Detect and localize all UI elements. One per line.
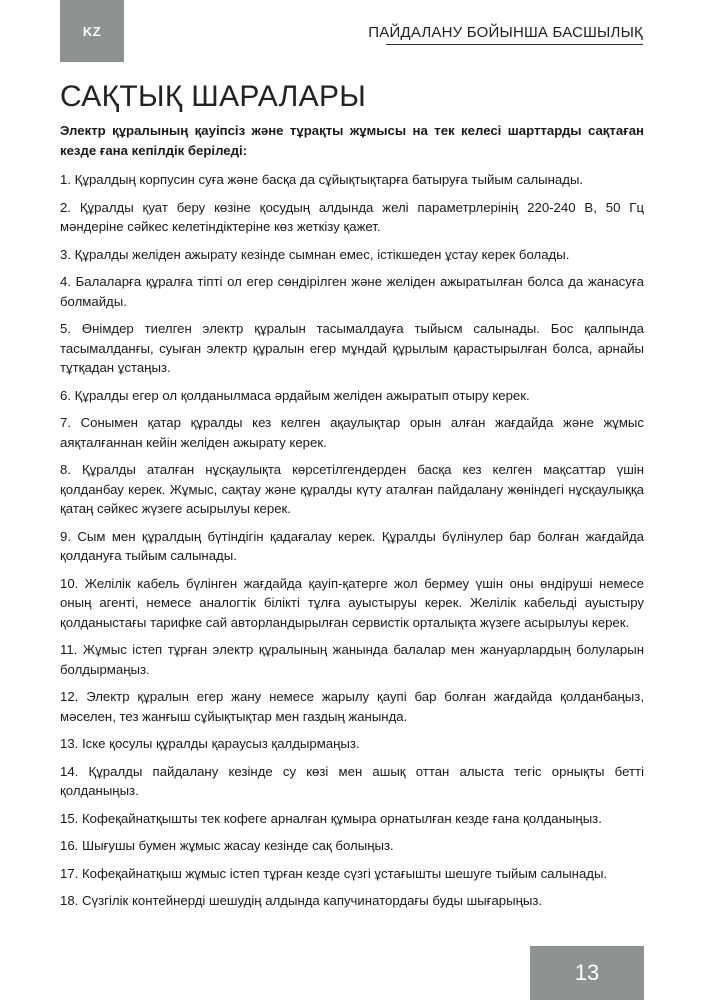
instruction-item: 1. Құралдың корпусин суға және басқа да сұйықтықтарға батыруға тыйым салынады. (60, 172, 584, 187)
instruction-item: 4. Балаларға құралға тіпті ол егер сөндірілген және желіден ажыратылған болса да жанасуға болмайды. (60, 274, 644, 309)
instruction-item: 10. Желілік кабель бүлінген жағдайда қауіп-қатерге жол бермеу үшін оны өндіруші немесе оның агенті, немесе аналогтік білікті тұлға ауыстыруы керек. Желілік кабельді ауыстыру қолданыстағы тарифке сай авторландырылған сервистік орталықта жүзеге асырылуы керек. (60, 575, 644, 630)
language-tab: KZ (60, 0, 124, 62)
instruction-item: 3. Құралды желіден ажырату кезінде сымнан емес, істікшеден ұстау керек болады. (60, 246, 570, 262)
instruction-item: 5. Өнімдер тиелген электр құралын тасымалдауға тыйысм салынады. Бос қалпында тасымалданғы, суыған электр құралын егер мұндай құрылым қарастырылған болса, арнайы тұтқадан ұстаңыз. (60, 321, 644, 375)
header-divider (386, 44, 643, 45)
instruction-item: 18. Сүзгілік контейнерді шешудің алдында капучинатордағы буды шығарыңыз. (60, 893, 543, 908)
instruction-item: 14. Құралды пайдалану кезінде су көзі мен ашық оттан алыста тегіс орнықты бетті қолданыңыз. (60, 763, 644, 798)
instruction-item: 13. Іске қосулы құралды қараусыз қалдырмаңыз. (60, 736, 360, 751)
instruction-item: 16. Шығушы бумен жұмыс жасау кезінде сақ болыңыз. (60, 838, 394, 853)
instruction-item: 12. Электр құралын егер жану немесе жарылу қаупі бар болған жағдайда қолданбаңыз, мәселен, тез жанғыш сұйықтықтар мен газдың жанында. (60, 689, 644, 724)
instruction-item: 7. Сонымен қатар құралды кез келген ақаулықтар орын алған жағдайда және жұмыс аяқталғаннан кейін желіден ажырату керек. (60, 415, 644, 450)
instruction-item: 8. Құралды аталған нұсқаулықта көрсетілгендерден басқа кез келген мақсаттар үшін қолданбау керек. Жұмыс, сақтау және құралды күту аталған пайдалану жөніндегі нұсқаулыққа қатаң сәйкес жүзеге асырылуы керек. (60, 462, 644, 516)
instruction-item: 17. Кофеқайнатқыш жұмыс істеп тұрған кезде сүзгі ұстағышты шешуге тыйым салынады. (60, 865, 608, 881)
instruction-item: 15. Кофеқайнатқышты тек кофеге арналған құмыра орнатылған кезде ғана қолданыңыз. (60, 810, 602, 826)
safety-instructions (60, 121, 644, 919)
intro-text: Электр құралының қауіпсіз және тұрақты жұмысы на тек келесі шарттарды сақтаған кезде ғана кепілдік беріледі: (60, 123, 644, 158)
instruction-item: 11. Жұмыс істеп тұрған электр құралының жанында балалар мен жануарлардың болуларын болдырмаңыз. (60, 642, 644, 677)
page-title: САҚТЫҚ ШАРАЛАРЫ (60, 80, 367, 113)
instruction-item: 2. Құралды қуат беру көзіне қосудың алдында желі параметрлерінің 220-240 В, 50 Гц мәндеріне сәйкес келетіндіктеріне көз жеткізу қажет. (60, 199, 644, 234)
page-number: 13 (530, 946, 644, 1000)
header-title: ПАЙДАЛАНУ БОЙЫНША БАСШЫЛЫҚ (368, 24, 643, 41)
instruction-item: 6. Құралды егер ол қолданылмаса әрдайым желіден ажыратып отыру керек. (60, 387, 530, 403)
instruction-item: 9. Сым мен құралдың бүтіндігін қадағалау керек. Құралды бүлінулер бар болған жағдайда қолдануға тыйым салынады. (60, 528, 644, 563)
